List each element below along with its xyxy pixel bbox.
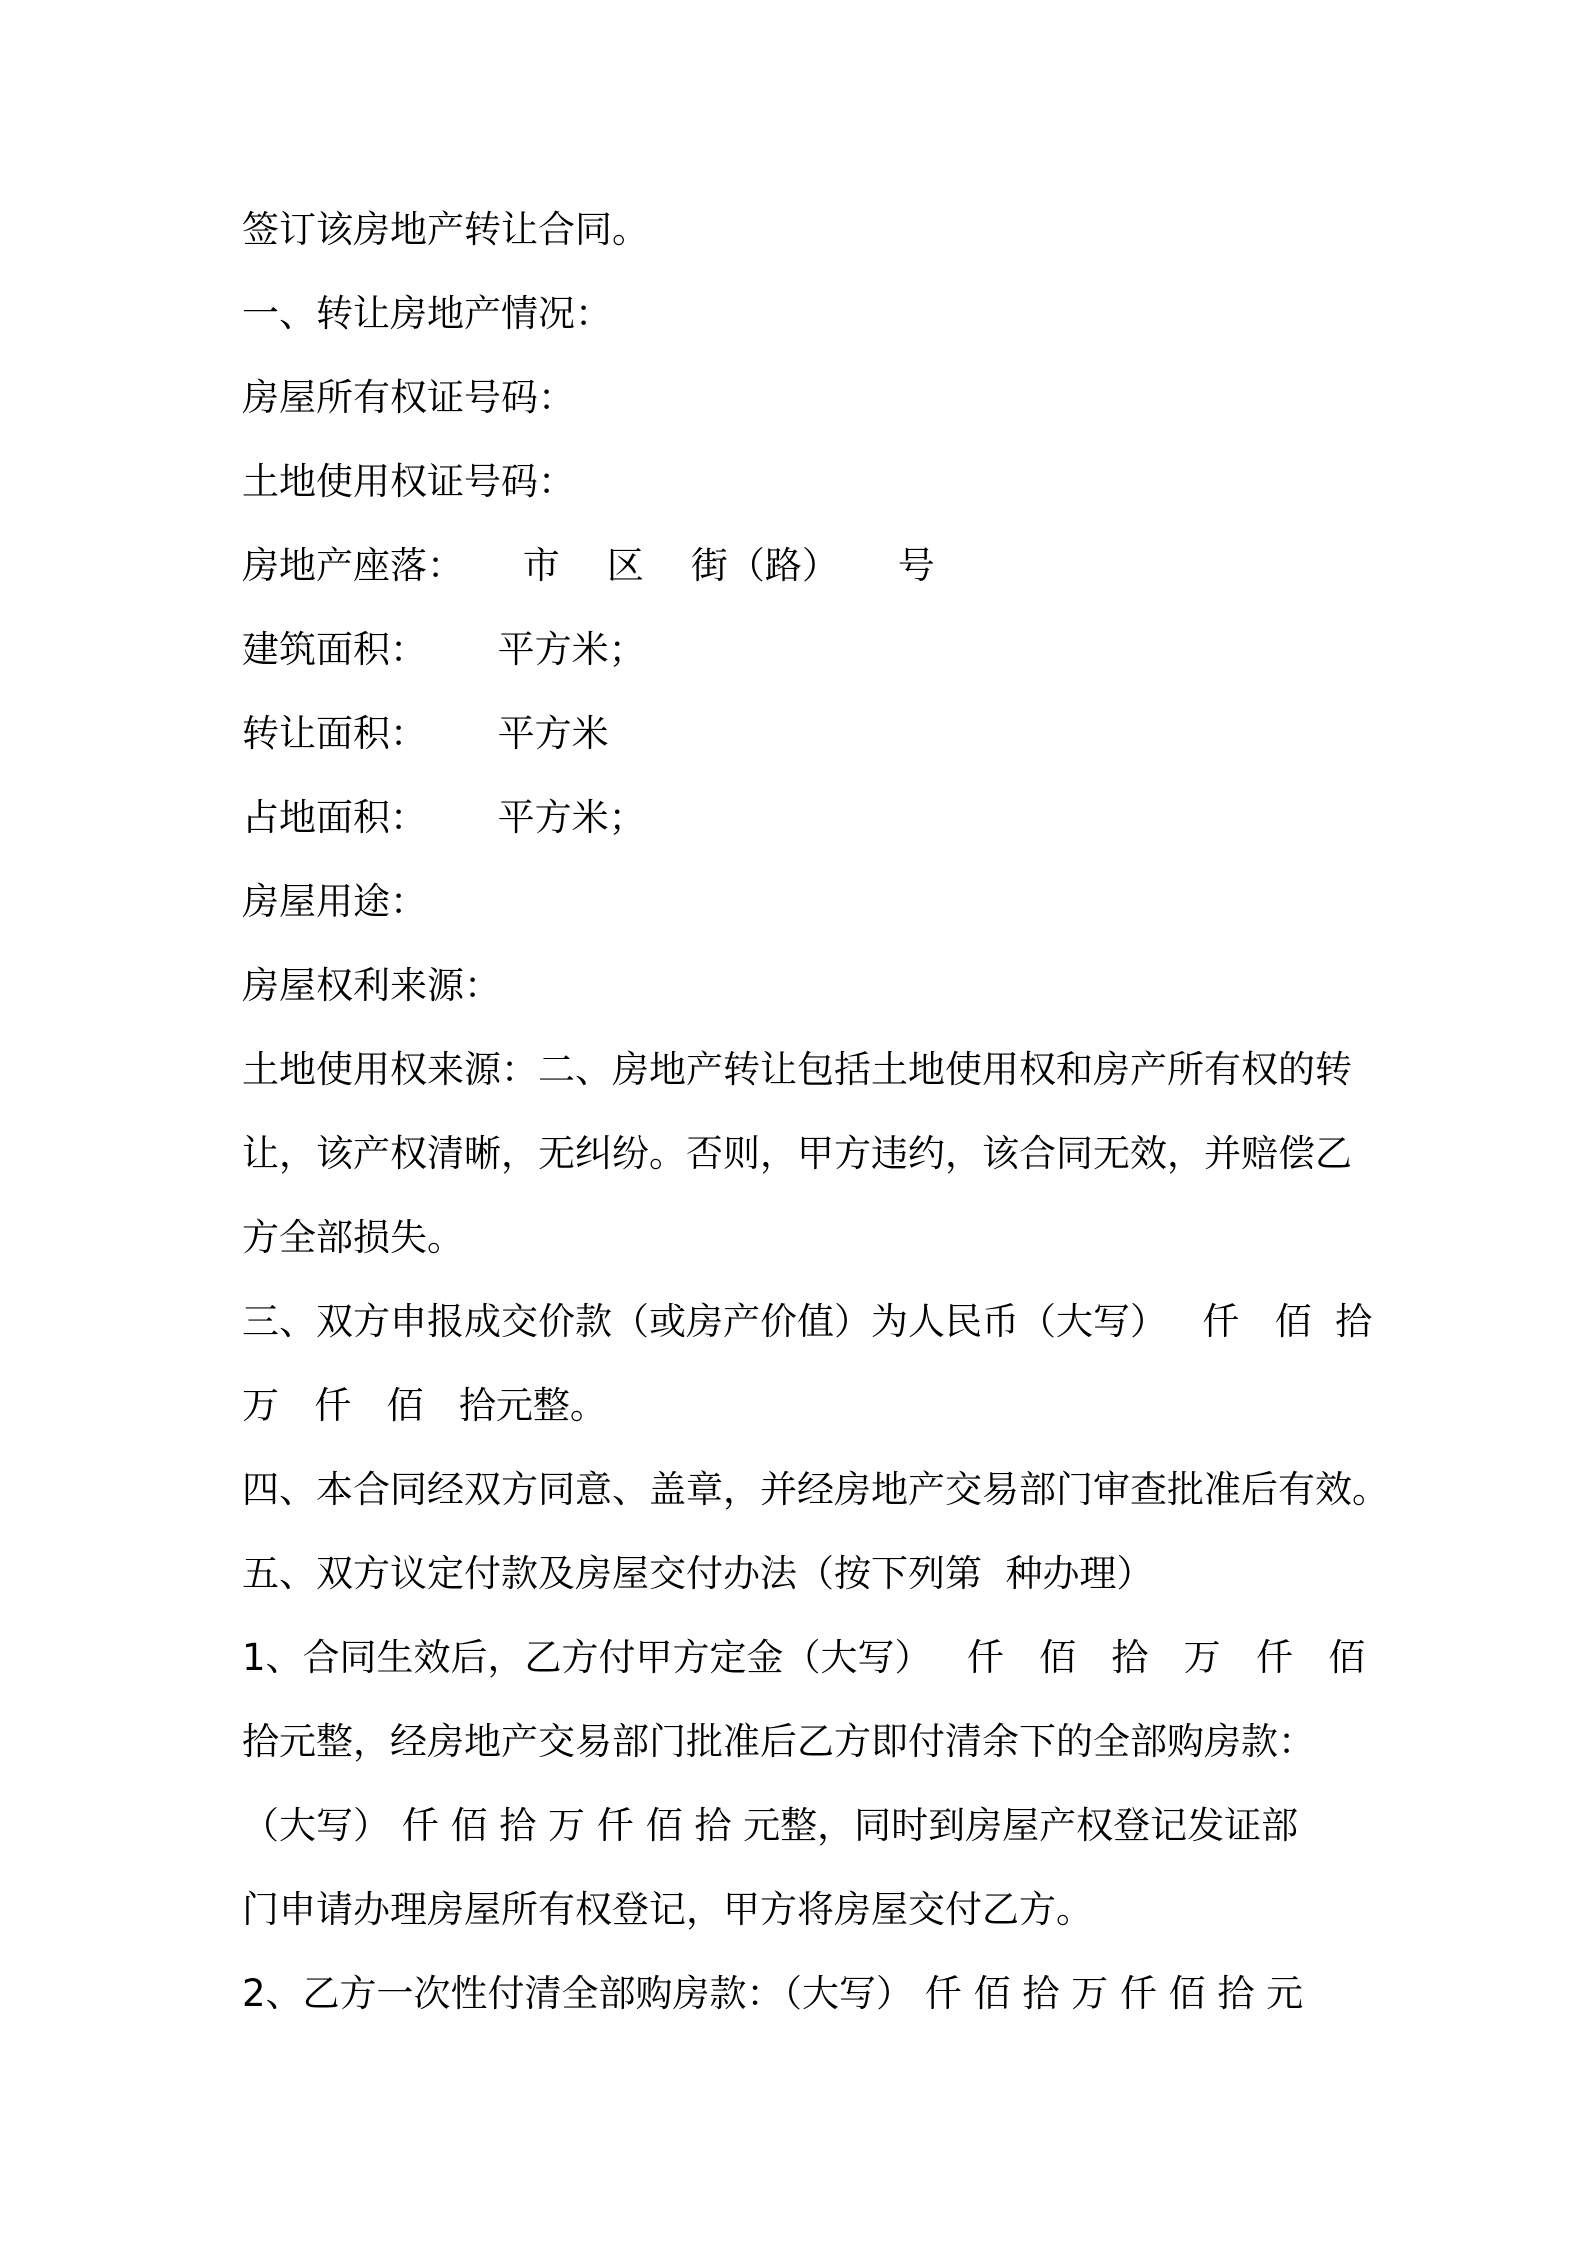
text-line: 门申请办理房屋所有权登记，甲方将房屋交付乙方。 xyxy=(242,1888,1093,1931)
text-line: 建筑面积： 平方米； xyxy=(242,628,646,671)
text-line: 房屋权利来源： xyxy=(242,964,501,1007)
section-heading: 一、转让房地产情况： xyxy=(242,292,612,335)
text-line: 2、乙方一次性付清全部购房款：（大写） 仟 佰 拾 万 仟 佰 拾 元 xyxy=(242,1972,1304,2015)
text-line: 方全部损失。 xyxy=(242,1216,464,1259)
section-heading: 五、双方议定付款及房屋交付办法（按下列第 种办理） xyxy=(242,1552,1154,1595)
text-line: 土地使用权证号码： xyxy=(242,460,575,503)
text-line: 占地面积： 平方米； xyxy=(242,796,646,839)
text-line: 签订该房地产转让合同。 xyxy=(242,208,649,251)
section-heading: 四、本合同经双方同意、盖章，并经房地产交易部门审查批准后有效。 xyxy=(242,1468,1389,1511)
text-line: 1、合同生效后，乙方付甲方定金（大写） 仟 佰 拾 万 仟 佰 xyxy=(242,1636,1366,1679)
text-line: 房屋所有权证号码： xyxy=(242,376,575,419)
text-line: 转让面积： 平方米 xyxy=(242,712,609,755)
text-line: 土地使用权来源：二、房地产转让包括土地使用权和房产所有权的转 xyxy=(242,1048,1352,1091)
text-line: 万 仟 佰 拾元整。 xyxy=(242,1384,607,1427)
text-line: 房屋用途： xyxy=(242,880,427,923)
text-line: 房地产座落： 市 区 街（路） 号 xyxy=(242,544,935,587)
text-line: 让，该产权清晰，无纠纷。否则，甲方违约，该合同无效，并赔偿乙 xyxy=(242,1132,1352,1175)
text-line: 拾元整，经房地产交易部门批准后乙方即付清余下的全部购房款： xyxy=(242,1720,1315,1763)
text-line: （大写） 仟 佰 拾 万 仟 佰 拾 元整，同时到房屋产权登记发证部 xyxy=(242,1804,1299,1847)
section-heading: 三、双方申报成交价款（或房产价值）为人民币（大写） 仟 佰 拾 xyxy=(242,1300,1373,1343)
